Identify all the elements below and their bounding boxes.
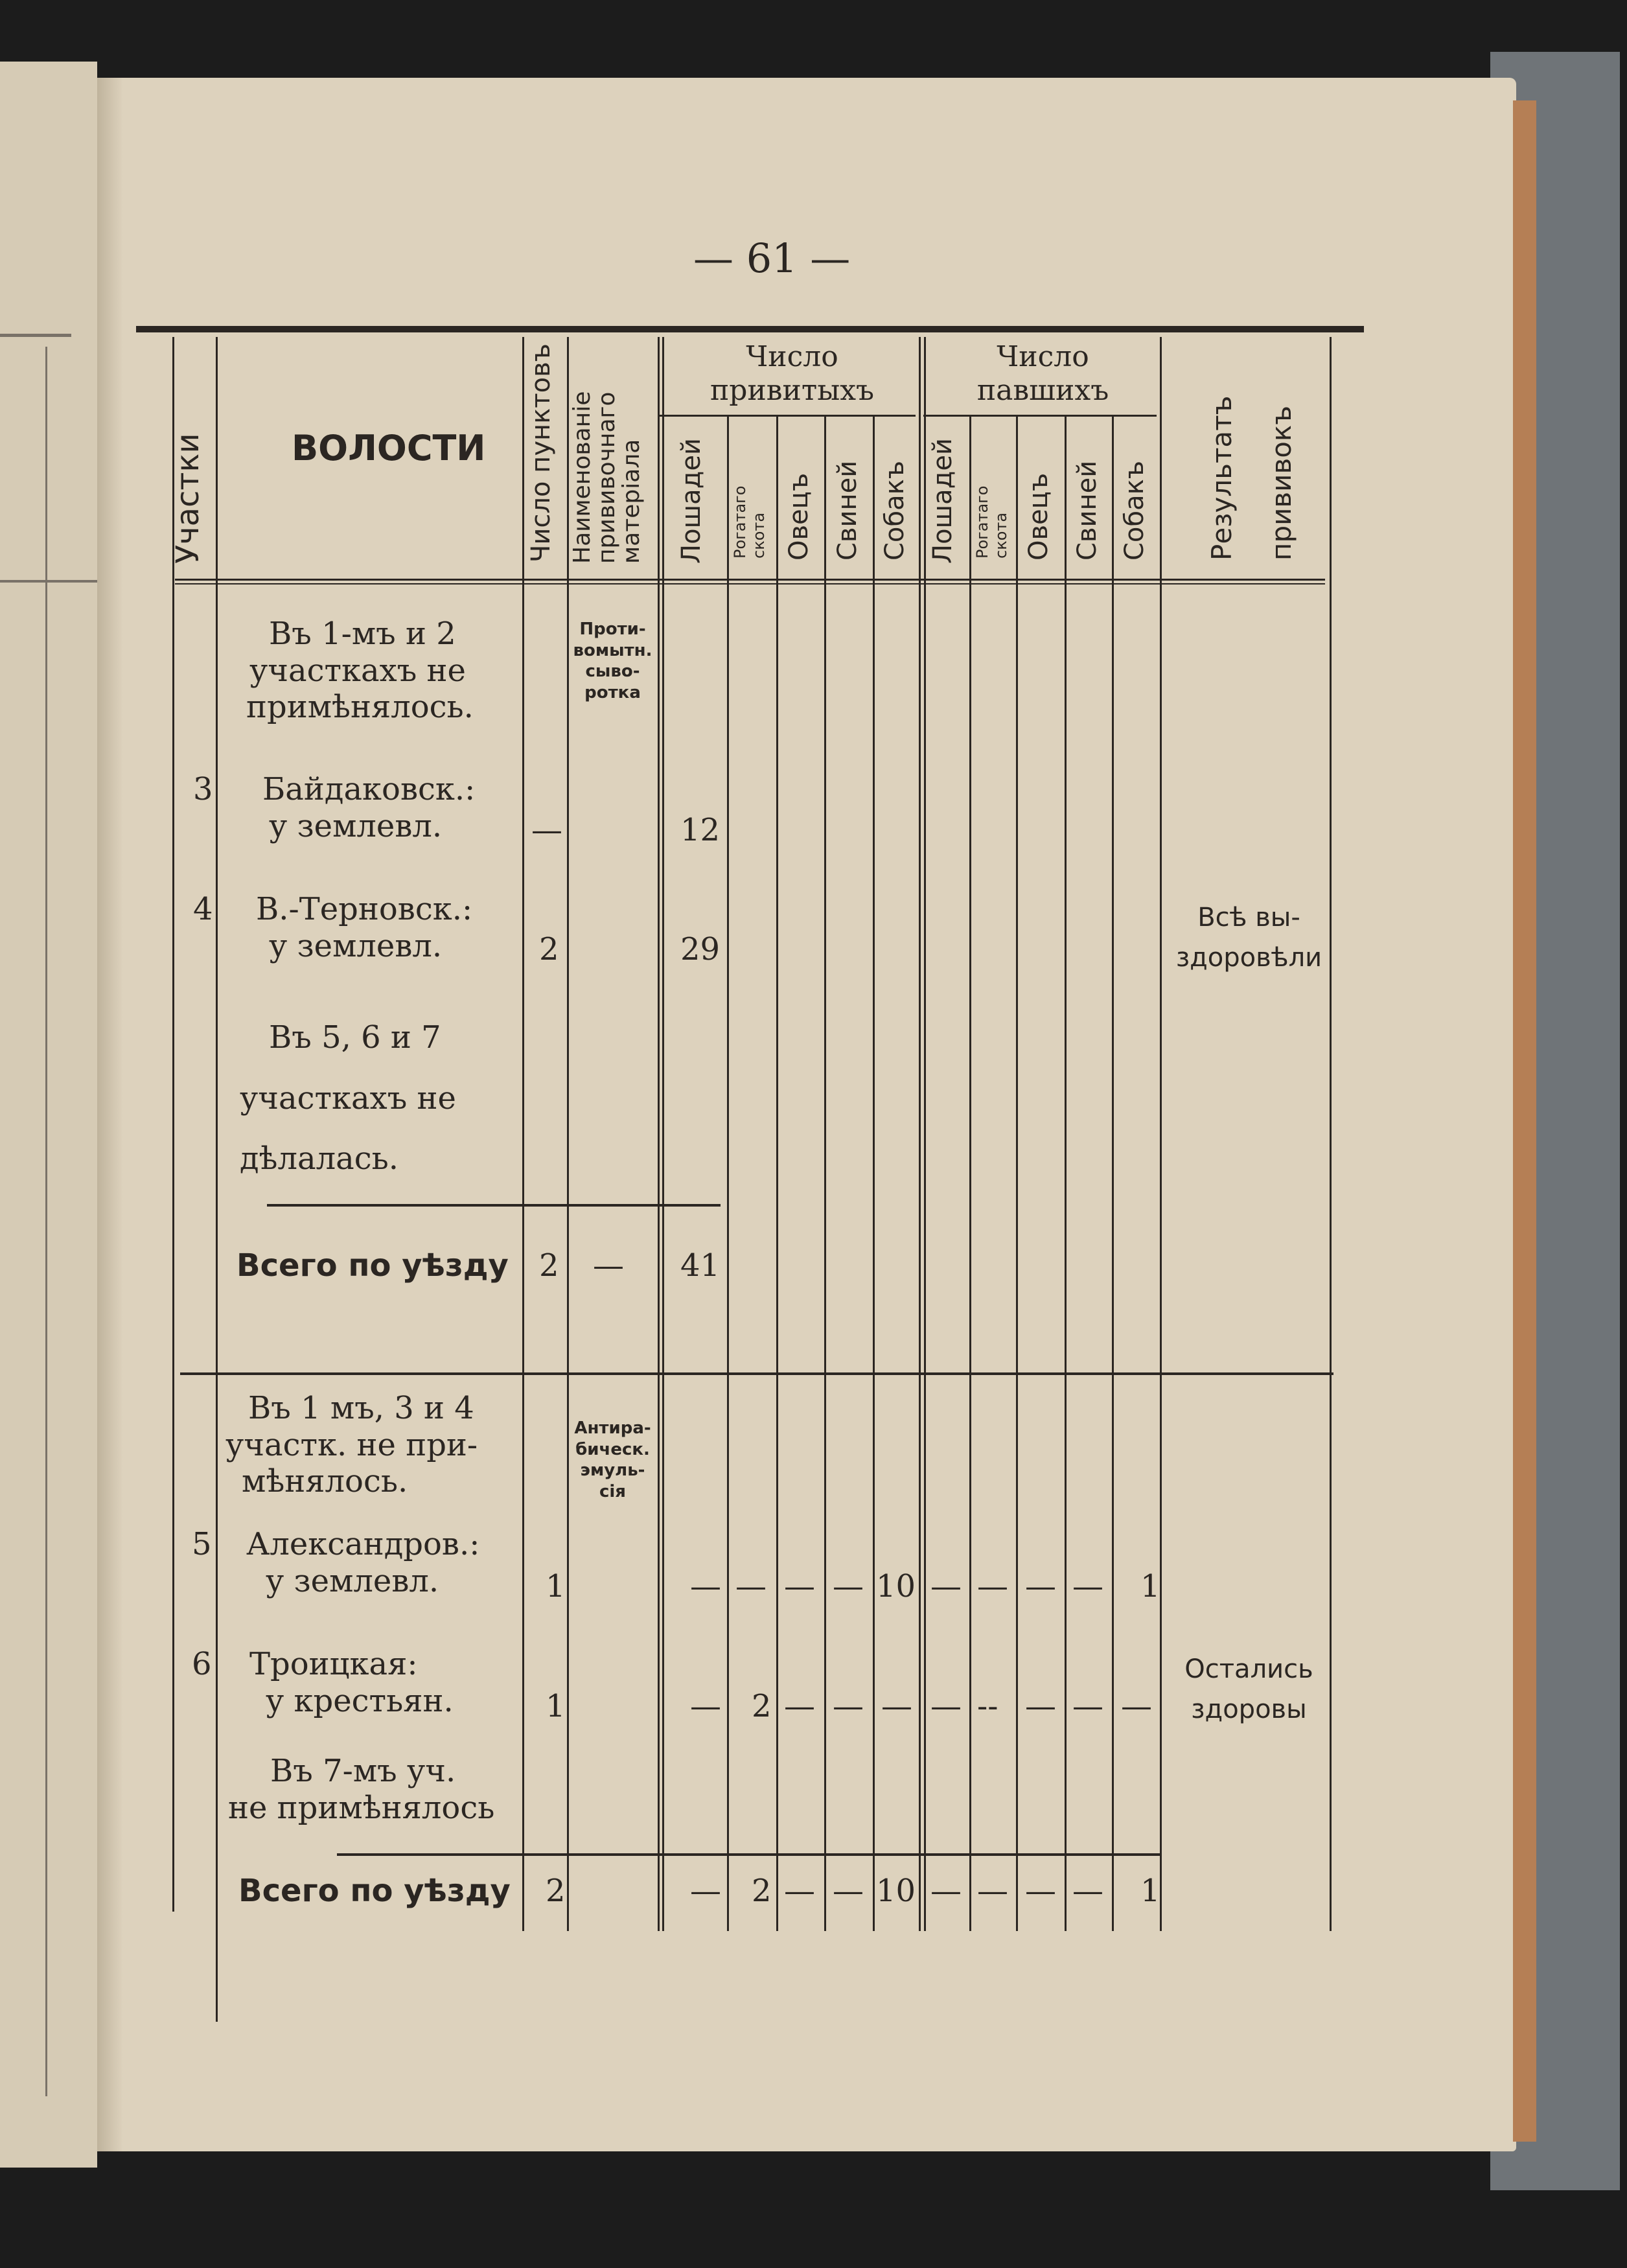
header-chislo-privitykh: Число привитыхъ — [710, 340, 875, 407]
header-ovets-privit: Овецъ — [784, 472, 814, 561]
header-rogatago-pavsh: Рогатаго скота — [973, 485, 1010, 559]
header-rezultat: Результатъ прививокъ — [1206, 395, 1298, 561]
s1-row4-punktov: 2 — [539, 931, 559, 967]
s2-row6-name: Троицкая: у крестьян. — [249, 1646, 454, 1719]
s1-row3-loshadey: 12 — [680, 812, 721, 848]
header-chislo-pavshikh: Число павшихъ — [976, 340, 1109, 407]
header-rogatago-privit: Рогатаго скота — [731, 485, 768, 559]
s1-row4-name: В.-Терновск.: у землевл. — [256, 891, 473, 964]
header-loshadey-pavsh: Лошадей — [928, 438, 958, 564]
s1-total-loshadey: 41 — [680, 1247, 721, 1284]
s2-total-label: Всего по уѣзду — [238, 1873, 511, 1909]
header-naimenovanie: Наименованіе прививочнаго матеріала — [569, 391, 645, 564]
s2-total-punktov: 2 — [546, 1873, 566, 1909]
header-loshadey-privit: Лошадей — [676, 438, 706, 564]
s1-material: Проти- вомытн. сыво- ротка — [573, 619, 652, 702]
header-ovets-pavsh: Овецъ — [1024, 472, 1054, 561]
pavsh-subrule — [923, 415, 1157, 417]
header-sobak-pavsh: Собакъ — [1120, 460, 1149, 561]
s1-result: Всѣ вы- здоровѣли — [1175, 903, 1322, 973]
s1-outro: Въ 5, 6 и 7 участкахъ не дѣлалась. — [240, 1019, 456, 1177]
total2-rule — [337, 1853, 1160, 1856]
s1-row3-punktov: — — [531, 812, 562, 848]
page-gutter-shadow — [97, 78, 123, 2151]
s2-material: Антира- бическ. эмуль- сія — [574, 1418, 651, 1501]
header-rule — [175, 579, 1325, 581]
s2-row6-uch: 6 — [192, 1646, 212, 1682]
page-number: — 61 — — [693, 235, 851, 282]
total1-rule — [267, 1204, 721, 1207]
header-uchastki: Участки — [170, 433, 206, 564]
top-rule — [136, 326, 1364, 332]
s2-intro: Въ 1 мъ, 3 и 4 участк. не при- мѣнялось. — [225, 1390, 478, 1500]
header-sviney-privit: Свиней — [833, 460, 862, 561]
s1-row4-loshadey: 29 — [680, 931, 721, 967]
left-page-edge — [0, 62, 97, 2168]
s1-intro: Въ 1-мъ и 2 участкахъ не примѣнялось. — [246, 616, 474, 726]
privit-subrule — [660, 415, 916, 417]
s2-row5-uch: 5 — [192, 1526, 212, 1562]
s1-row3-uch: 3 — [193, 771, 213, 807]
header-rule-2 — [175, 583, 1325, 584]
s2-row5-name: Александров.: у землевл. — [246, 1526, 480, 1599]
s1-total-punktov: 2 — [539, 1247, 559, 1284]
s1-row4-uch: 4 — [193, 891, 213, 927]
s2-row5-punktov: 1 — [546, 1568, 566, 1604]
s2-result: Остались здоровы — [1184, 1654, 1313, 1724]
header-sobak-privit: Собакъ — [880, 460, 910, 561]
s2-row6-punktov: 1 — [546, 1688, 566, 1724]
s1-total-label: Всего по уѣзду — [237, 1247, 509, 1284]
s1-total-material: — — [593, 1247, 624, 1284]
page-edge — [1513, 100, 1536, 2142]
header-volosti: ВОЛОСТИ — [292, 428, 486, 469]
s1-row3-name: Байдаковск.: у землевл. — [262, 771, 476, 844]
s2-outro: Въ 7-мъ уч. не примѣнялось — [228, 1753, 495, 1826]
header-chislo-punktov: Число пунктовъ — [526, 343, 556, 562]
header-sviney-pavsh: Свиней — [1072, 460, 1102, 561]
